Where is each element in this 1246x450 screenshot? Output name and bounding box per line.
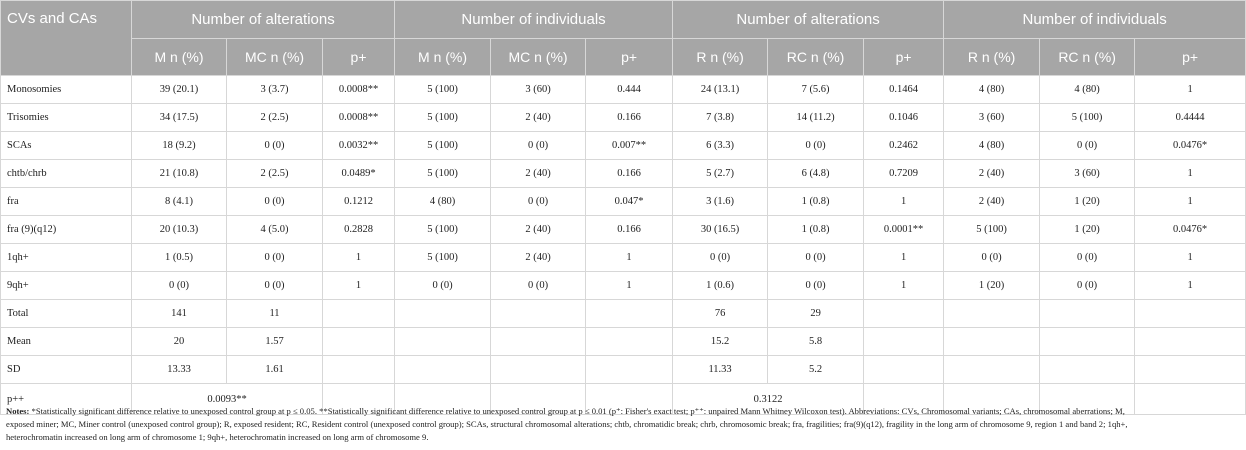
table-cell <box>1040 300 1135 328</box>
row-label: SCAs <box>1 132 132 160</box>
header-resident-individuals: Number of individuals <box>944 1 1246 39</box>
table-cell: 0 (0) <box>395 272 491 300</box>
table-cell: 5 (100) <box>1040 104 1135 132</box>
table-cell: 4 (80) <box>944 76 1040 104</box>
table-cell: 7 (5.6) <box>768 76 864 104</box>
table-cell: 0 (0) <box>768 132 864 160</box>
table-cell: 0.0489* <box>323 160 395 188</box>
row-label: Total <box>1 300 132 328</box>
table-row <box>1 216 1246 244</box>
table-cell: 0 (0) <box>673 244 768 272</box>
table-cell: 5 (2.7) <box>673 160 768 188</box>
table-cell: 2 (40) <box>491 216 586 244</box>
table-cell: 5 (100) <box>944 216 1040 244</box>
table-cell: 5 (100) <box>395 76 491 104</box>
table-cell: 1 (20) <box>1040 216 1135 244</box>
table-cell: 0 (0) <box>491 132 586 160</box>
row-label: 1qh+ <box>1 244 132 272</box>
table-row <box>1 76 1246 104</box>
table-cell: 0 (0) <box>768 272 864 300</box>
table-cell: 0.007** <box>586 132 673 160</box>
table-cell <box>395 356 491 384</box>
row-label: Monosomies <box>1 76 132 104</box>
table-cell: 1 <box>1135 188 1246 216</box>
table-cell: 5.8 <box>768 328 864 356</box>
table-cell <box>395 300 491 328</box>
sub-header: p+ <box>586 39 673 76</box>
table-row <box>1 132 1246 160</box>
sub-header: MC n (%) <box>491 39 586 76</box>
table-cell: 0.166 <box>586 104 673 132</box>
table-cell: 24 (13.1) <box>673 76 768 104</box>
table-cell <box>323 356 395 384</box>
table-cell: 0.7209 <box>864 160 944 188</box>
table-cell: 6 (4.8) <box>768 160 864 188</box>
table-cell: 2 (2.5) <box>227 160 323 188</box>
table-cell: 3 (1.6) <box>673 188 768 216</box>
table-cell: 1 <box>1135 244 1246 272</box>
table-cell: 0.2828 <box>323 216 395 244</box>
sub-header: R n (%) <box>944 39 1040 76</box>
row-label: fra (9)(q12) <box>1 216 132 244</box>
table-cell <box>864 356 944 384</box>
table-cell <box>491 356 586 384</box>
table-cell: 0.444 <box>586 76 673 104</box>
table-cell: 0 (0) <box>227 244 323 272</box>
table-cell: 29 <box>768 300 864 328</box>
table-cell: 0.1046 <box>864 104 944 132</box>
table-cell <box>323 328 395 356</box>
sub-header: p+ <box>864 39 944 76</box>
table-cell: 0.1464 <box>864 76 944 104</box>
notes-lead: Notes: <box>6 406 30 416</box>
header-miner-individuals: Number of individuals <box>395 1 673 39</box>
table-cell: 0.4444 <box>1135 104 1246 132</box>
table-cell: 11.33 <box>673 356 768 384</box>
table-cell <box>944 356 1040 384</box>
table-cell <box>323 300 395 328</box>
table-cell <box>1135 384 1246 415</box>
row-label: fra <box>1 188 132 216</box>
table-cell: 3 (60) <box>1040 160 1135 188</box>
header-miner-alterations: Number of alterations <box>132 1 395 39</box>
table-cell: 0 (0) <box>1040 244 1135 272</box>
sub-header: M n (%) <box>395 39 491 76</box>
table-cell: 1 <box>586 272 673 300</box>
table-cell <box>491 328 586 356</box>
table-cell <box>944 328 1040 356</box>
table-cell: 2 (40) <box>491 244 586 272</box>
row-label: SD <box>1 356 132 384</box>
table-cell: 1 (0.5) <box>132 244 227 272</box>
table-row <box>1 356 1246 384</box>
table-cell: 30 (16.5) <box>673 216 768 244</box>
table-row <box>1 300 1246 328</box>
table-cell: 1 (20) <box>944 272 1040 300</box>
table-cell: 39 (20.1) <box>132 76 227 104</box>
notes-text: *Statistically significant difference relative to unexposed control group at p ≤ 0.05. **Statistically significant difference relative to unexposed control group at p ≤ 0.01 (p⁺: Fisher's exact test; p⁺⁺: unpaired Mann Whitney Wilcoxon test). Abbreviations: CVs, Chromosomal variants; CAs, chromosomal aberrations; M, exposed miner; MC, Miner control (unexposed control group); R, exposed resident; RC, Resident control (unexposed control group); SCAs, structural chromosomal alterations; chtb, chromatidic break; chrb, chromosomic break; fra, fragilities; fra(9)(q12), fragility in the long arm of chromosome 9, region 1 and band 2; 1qh+, heterochromatin increased on long arm of chromosome 1; 9qh+, heterochromatin increased on long arm of chromosome 9. <box>6 406 1128 442</box>
sub-header: p+ <box>1135 39 1246 76</box>
table-cell: 34 (17.5) <box>132 104 227 132</box>
table-cell: 2 (40) <box>491 104 586 132</box>
table-cell <box>864 328 944 356</box>
table-cell <box>1040 328 1135 356</box>
table-cell: 1 <box>1135 272 1246 300</box>
table-cell: 18 (9.2) <box>132 132 227 160</box>
table-cell: 5 (100) <box>395 160 491 188</box>
table-cell: 0.2462 <box>864 132 944 160</box>
table-row <box>1 104 1246 132</box>
header-resident-alterations: Number of alterations <box>673 1 944 39</box>
table-cell: 0 (0) <box>768 244 864 272</box>
sub-header: RC n (%) <box>768 39 864 76</box>
table-cell: 1.57 <box>227 328 323 356</box>
table-cell: 4 (5.0) <box>227 216 323 244</box>
table-cell: 1 (0.8) <box>768 216 864 244</box>
table-cell: 1 <box>586 244 673 272</box>
table-cell: 76 <box>673 300 768 328</box>
table-cell: 0.1212 <box>323 188 395 216</box>
table-cell: 5.2 <box>768 356 864 384</box>
row-label: chtb/chrb <box>1 160 132 188</box>
group-header-row <box>1 1 1246 39</box>
table-cell: 1 <box>1135 76 1246 104</box>
table-cell: 2 (40) <box>944 188 1040 216</box>
table-cell: 0.166 <box>586 160 673 188</box>
table-cell: 4 (80) <box>944 132 1040 160</box>
table-cell: 0 (0) <box>1040 272 1135 300</box>
table-cell: 11 <box>227 300 323 328</box>
table-cell: 0 (0) <box>227 132 323 160</box>
table-cell: 7 (3.8) <box>673 104 768 132</box>
row-label: 9qh+ <box>1 272 132 300</box>
header-cvs-cas: CVs and CAs <box>1 1 132 76</box>
sub-header: p+ <box>323 39 395 76</box>
table-body <box>1 76 1246 415</box>
p-value-residents: 0.3122 <box>673 384 864 415</box>
table-cell: 2 (40) <box>491 160 586 188</box>
table-cell <box>1135 300 1246 328</box>
table-cell <box>944 300 1040 328</box>
table-cell: 2 (2.5) <box>227 104 323 132</box>
row-label: Trisomies <box>1 104 132 132</box>
table-cell: 8 (4.1) <box>132 188 227 216</box>
sub-header: RC n (%) <box>1040 39 1135 76</box>
table-cell: 20 (10.3) <box>132 216 227 244</box>
table-cell: 1 <box>864 272 944 300</box>
table-row <box>1 272 1246 300</box>
table-cell <box>864 300 944 328</box>
table-cell <box>491 300 586 328</box>
table-cell: 15.2 <box>673 328 768 356</box>
table-notes <box>6 405 1136 444</box>
table-cell: 1 <box>864 188 944 216</box>
table-cell: 4 (80) <box>1040 76 1135 104</box>
table-cell: 0.166 <box>586 216 673 244</box>
table-cell: 21 (10.8) <box>132 160 227 188</box>
sub-header: M n (%) <box>132 39 227 76</box>
table-cell <box>586 356 673 384</box>
table-cell: 0 (0) <box>1040 132 1135 160</box>
table-cell: 1 (0.6) <box>673 272 768 300</box>
sub-header: R n (%) <box>673 39 768 76</box>
table-cell: 3 (3.7) <box>227 76 323 104</box>
table-row <box>1 188 1246 216</box>
table-cell: 1 (20) <box>1040 188 1135 216</box>
sub-header-row <box>1 39 1246 76</box>
table-cell <box>1135 328 1246 356</box>
table-cell: 0.0008** <box>323 104 395 132</box>
table-cell <box>1040 356 1135 384</box>
table-cell: 13.33 <box>132 356 227 384</box>
table-cell: 5 (100) <box>395 132 491 160</box>
table-cell: 0 (0) <box>491 272 586 300</box>
table-cell: 0 (0) <box>227 272 323 300</box>
table-cell: 1 <box>323 244 395 272</box>
table-cell: 0.0032** <box>323 132 395 160</box>
table-cell: 1 <box>864 244 944 272</box>
table-cell: 3 (60) <box>944 104 1040 132</box>
table-cell: 141 <box>132 300 227 328</box>
table-cell <box>586 300 673 328</box>
table-cell: 5 (100) <box>395 104 491 132</box>
table-cell: 6 (3.3) <box>673 132 768 160</box>
table-cell: 1 (0.8) <box>768 188 864 216</box>
table-cell: 4 (80) <box>395 188 491 216</box>
table-row <box>1 160 1246 188</box>
table-cell: 0 (0) <box>944 244 1040 272</box>
table-cell: 0.0476* <box>1135 132 1246 160</box>
table-row <box>1 244 1246 272</box>
table-cell: 1.61 <box>227 356 323 384</box>
table-cell: 0 (0) <box>491 188 586 216</box>
row-label: Mean <box>1 328 132 356</box>
table-cell: 0.0476* <box>1135 216 1246 244</box>
table-cell: 14 (11.2) <box>768 104 864 132</box>
table-cell: 1 <box>323 272 395 300</box>
table-cell <box>395 328 491 356</box>
table-row <box>1 328 1246 356</box>
table-cell: 5 (100) <box>395 216 491 244</box>
row-label: p++ <box>1 384 132 415</box>
table-cell: 0 (0) <box>227 188 323 216</box>
table-cell: 0.0008** <box>323 76 395 104</box>
table-cell: 3 (60) <box>491 76 586 104</box>
table-cell <box>586 328 673 356</box>
table-cell: 5 (100) <box>395 244 491 272</box>
table-cell <box>1135 356 1246 384</box>
p-value-miners: 0.0093** <box>132 384 323 415</box>
table-cell: 0.047* <box>586 188 673 216</box>
sub-header: MC n (%) <box>227 39 323 76</box>
table-cell: 20 <box>132 328 227 356</box>
table-cell: 0.0001** <box>864 216 944 244</box>
table-cell: 0 (0) <box>132 272 227 300</box>
table-cell: 1 <box>1135 160 1246 188</box>
table-cell: 2 (40) <box>944 160 1040 188</box>
